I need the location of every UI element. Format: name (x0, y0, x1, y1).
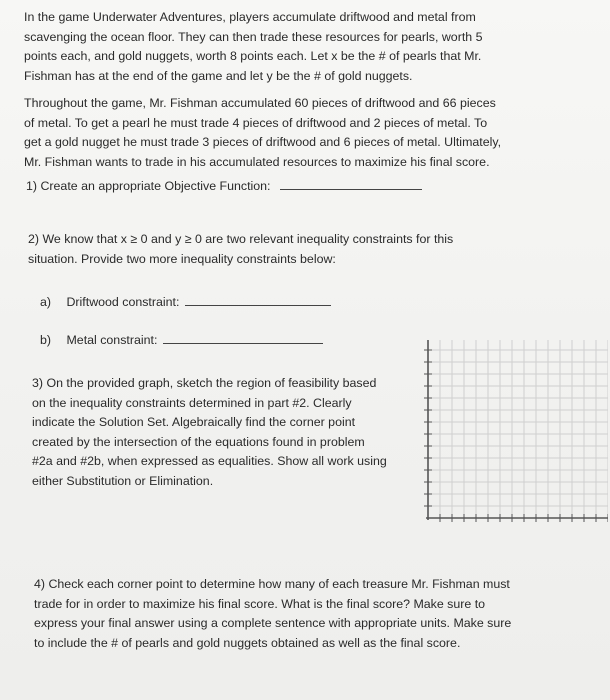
metal-constraint-label: Metal constraint: (66, 333, 158, 347)
driftwood-constraint-label: Driftwood constraint: (66, 295, 180, 309)
resources-line: get a gold nugget he must trade 3 pieces of driftwood and 6 pieces of metal. Ultimately, (24, 135, 502, 149)
question-1 (26, 177, 422, 197)
resources-line: Throughout the game, Mr. Fishman accumulated 60 pieces of driftwood and 66 pieces (24, 96, 496, 110)
question-3-line: indicate the Solution Set. Algebraically find the corner point (32, 415, 356, 429)
question-2-line: situation. Provide two more inequality constraints below: (28, 251, 336, 266)
intro-line: scavenging the ocean floor. They can then trade these resources for pearls, worth 5 (24, 29, 483, 44)
question-4-line: 4) Check each corner point to determine how many of each treasure Mr. Fishman must (34, 577, 510, 591)
question-2a-marker: a) (40, 295, 52, 309)
resources-line: Mr. Fishman wants to trade in his accumulated resources to maximize his final score. (24, 154, 490, 169)
metal-constraint-answer-line[interactable] (163, 331, 323, 344)
intro-line: Fishman has at the end of the game and let y be the # of gold nuggets. (24, 68, 413, 83)
resources-line: of metal. To get a pearl he must trade 4 pieces of driftwood and 2 pieces of metal. To (24, 115, 488, 130)
question-2b (40, 331, 323, 351)
question-3-line: either Substitution or Elimination. (32, 473, 214, 488)
question-1-text: 1) Create an appropriate Objective Function: (26, 179, 271, 193)
question-2a (40, 293, 331, 313)
question-3-line: 3) On the provided graph, sketch the region of feasibility based (32, 376, 377, 390)
intro-line: points each, and gold nuggets, worth 8 points each. Let x be the # of pearls that Mr. (24, 49, 482, 63)
question-3-line: created by the intersection of the equations found in problem (32, 434, 365, 449)
question-3-line: on the inequality constraints determined in part #2. Clearly (32, 395, 352, 410)
objective-function-answer-line[interactable] (280, 177, 422, 190)
question-4-line: to include the # of pearls and gold nuggets obtained as well as the final score. (34, 635, 461, 650)
question-4-line: trade for in order to maximize his final score. What is the final score? Make sure to (34, 596, 486, 611)
question-3-line: #2a and #2b, when expressed as equalities. Show all work using (32, 454, 387, 468)
question-2-line: 2) We know that x ≥ 0 and y ≥ 0 are two relevant inequality constraints for this (28, 232, 454, 246)
question-2 (28, 230, 453, 269)
question-4 (34, 575, 511, 653)
feasibility-graph[interactable] (408, 336, 608, 536)
intro-paragraph (24, 8, 483, 86)
question-3 (32, 374, 387, 491)
question-4-line: express your final answer using a complete sentence with appropriate units. Make sure (34, 616, 512, 630)
intro-line: In the game Underwater Adventures, players accumulate driftwood and metal from (24, 10, 476, 24)
resources-paragraph (24, 94, 501, 172)
driftwood-constraint-answer-line[interactable] (185, 293, 331, 306)
question-2b-marker: b) (40, 333, 52, 347)
